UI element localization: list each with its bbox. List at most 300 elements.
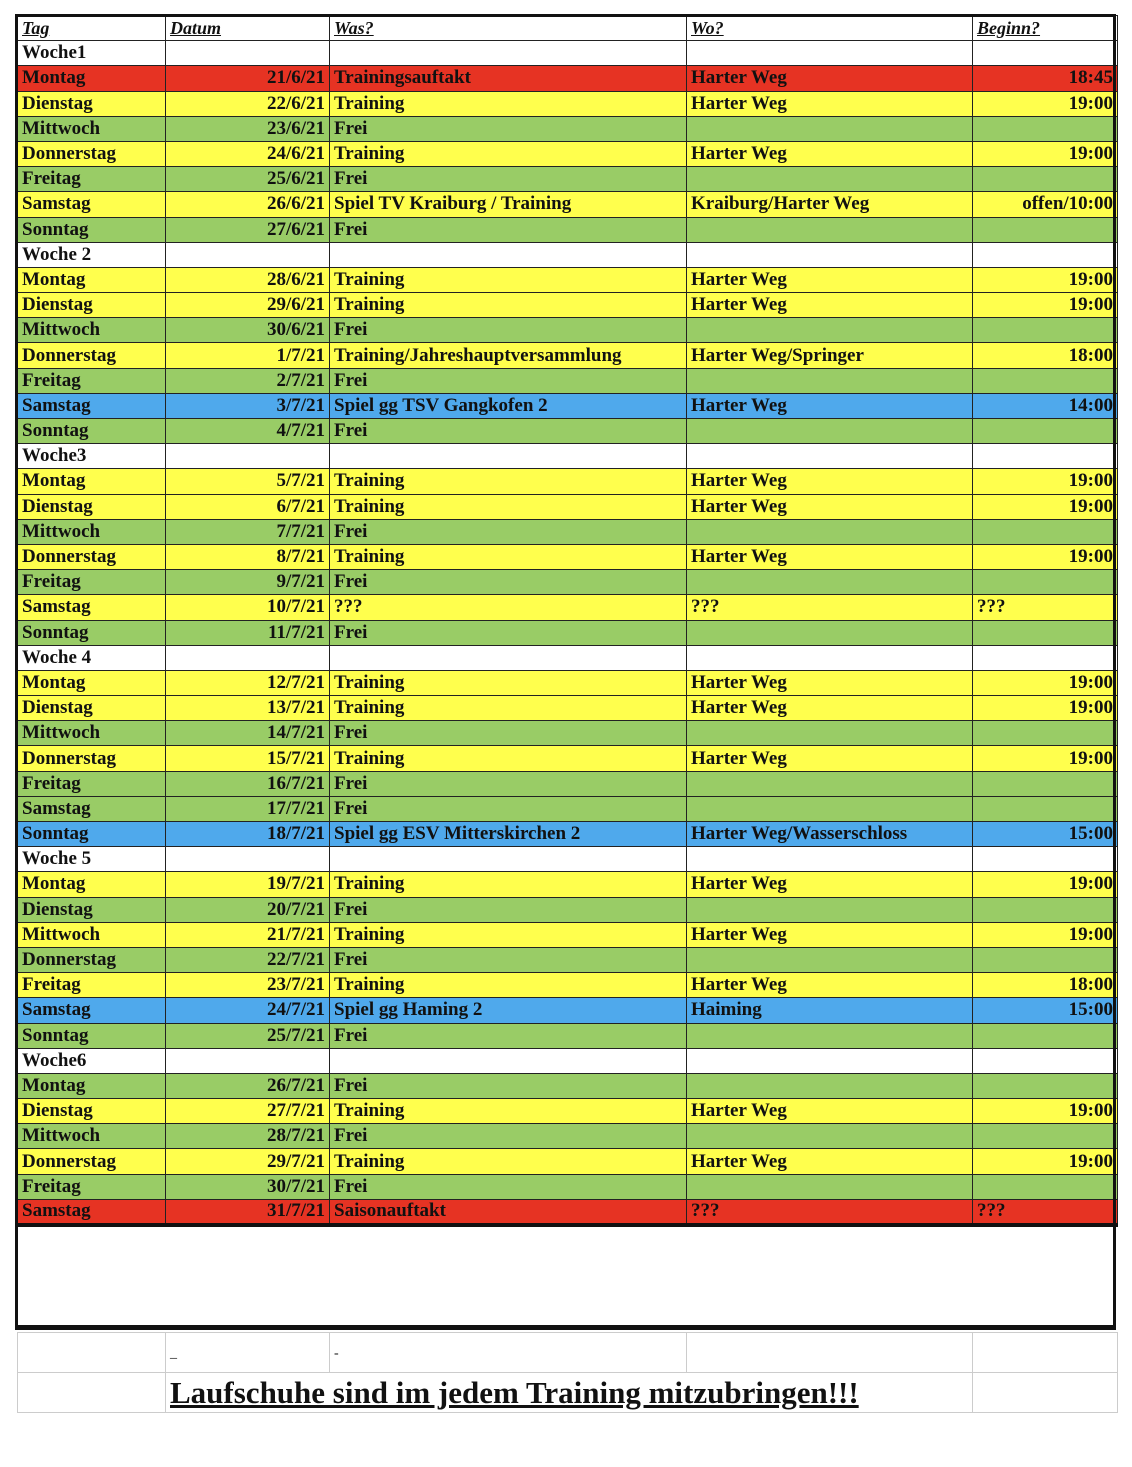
cell-tag: Mittwoch (18, 318, 166, 343)
cell-wo: Harter Weg (687, 746, 973, 771)
cell-beginn (973, 796, 1118, 821)
cell-was (330, 847, 687, 872)
cell-datum: 27/6/21 (166, 217, 330, 242)
day-row (18, 620, 1118, 645)
day-row (18, 419, 1118, 444)
cell-was: Frei (330, 947, 687, 972)
day-row (18, 141, 1118, 166)
cell-tag: Sonntag (18, 822, 166, 847)
week-row (18, 847, 1118, 872)
cell-datum (166, 41, 330, 66)
cell-datum: 22/6/21 (166, 91, 330, 116)
cell-wo (687, 620, 973, 645)
cell-was: Frei (330, 116, 687, 141)
cell-wo: Harter Weg (687, 393, 973, 418)
week-row (18, 645, 1118, 670)
cell-beginn: 19:00 (973, 872, 1118, 897)
cell-beginn (973, 771, 1118, 796)
week-row (18, 242, 1118, 267)
cell-datum: 27/7/21 (166, 1099, 330, 1124)
day-row (18, 872, 1118, 897)
cell-wo (687, 217, 973, 242)
cell-tag: Mittwoch (18, 922, 166, 947)
cell-wo (687, 1174, 973, 1199)
day-row (18, 116, 1118, 141)
footer-cell (687, 1333, 973, 1373)
cell-was: Frei (330, 419, 687, 444)
cell-was: Training/Jahreshauptversammlung (330, 343, 687, 368)
cell-tag: Woche 5 (18, 847, 166, 872)
cell-wo (687, 1124, 973, 1149)
cell-tag: Mittwoch (18, 721, 166, 746)
cell-datum: 13/7/21 (166, 696, 330, 721)
cell-wo (687, 947, 973, 972)
cell-beginn (973, 419, 1118, 444)
cell-was: Frei (330, 1073, 687, 1098)
cell-datum: 24/7/21 (166, 998, 330, 1023)
cell-datum: 24/6/21 (166, 141, 330, 166)
cell-tag: Donnerstag (18, 141, 166, 166)
cell-was: Frei (330, 318, 687, 343)
footer-row-2 (18, 1373, 1118, 1413)
cell-wo: ??? (687, 595, 973, 620)
footer-mark: - (334, 1345, 339, 1361)
day-row (18, 293, 1118, 318)
cell-tag: Dienstag (18, 897, 166, 922)
cell-tag: Montag (18, 1073, 166, 1098)
cell-wo: ??? (687, 1199, 973, 1224)
cell-tag: Donnerstag (18, 1149, 166, 1174)
cell-beginn (973, 318, 1118, 343)
cell-tag: Mittwoch (18, 519, 166, 544)
cell-was: Training (330, 696, 687, 721)
cell-datum: 10/7/21 (166, 595, 330, 620)
cell-wo: Harter Weg (687, 494, 973, 519)
cell-tag: Freitag (18, 973, 166, 998)
cell-wo (687, 771, 973, 796)
cell-wo: Harter Weg (687, 293, 973, 318)
cell-beginn: 19:00 (973, 91, 1118, 116)
cell-datum: 25/6/21 (166, 167, 330, 192)
cell-wo (687, 167, 973, 192)
cell-wo: Haiming (687, 998, 973, 1023)
cell-tag: Donnerstag (18, 947, 166, 972)
header-was: Was? (330, 16, 687, 41)
cell-was: Frei (330, 1124, 687, 1149)
day-row (18, 368, 1118, 393)
cell-beginn (973, 167, 1118, 192)
cell-tag: Woche 4 (18, 645, 166, 670)
cell-datum: 20/7/21 (166, 897, 330, 922)
cell-beginn (973, 116, 1118, 141)
header-beginn: Beginn? (973, 16, 1118, 41)
cell-beginn (973, 1023, 1118, 1048)
cell-beginn: 15:00 (973, 998, 1118, 1023)
cell-was: Trainingsauftakt (330, 66, 687, 91)
footer-row-1 (18, 1333, 1118, 1373)
cell-beginn: 19:00 (973, 469, 1118, 494)
cell-beginn (973, 645, 1118, 670)
day-row (18, 570, 1118, 595)
cell-tag: Freitag (18, 570, 166, 595)
cell-wo: Harter Weg (687, 872, 973, 897)
cell-beginn (973, 620, 1118, 645)
cell-was: Frei (330, 1174, 687, 1199)
cell-was: Frei (330, 519, 687, 544)
cell-was: Training (330, 544, 687, 569)
cell-wo (687, 721, 973, 746)
cell-was: Saisonauftakt (330, 1199, 687, 1224)
cell-datum: 19/7/21 (166, 872, 330, 897)
cell-datum: 18/7/21 (166, 822, 330, 847)
cell-tag: Dienstag (18, 293, 166, 318)
cell-datum: 29/6/21 (166, 293, 330, 318)
cell-was: Frei (330, 897, 687, 922)
cell-beginn (973, 947, 1118, 972)
day-row (18, 1199, 1118, 1224)
cell-was: Training (330, 267, 687, 292)
cell-beginn (973, 570, 1118, 595)
cell-wo (687, 570, 973, 595)
day-row (18, 91, 1118, 116)
cell-wo: Harter Weg (687, 670, 973, 695)
day-row (18, 746, 1118, 771)
cell-tag: Mittwoch (18, 116, 166, 141)
cell-wo (687, 41, 973, 66)
cell-datum: 17/7/21 (166, 796, 330, 821)
training-note: Laufschuhe sind im jedem Training mitzubringen!!! (170, 1374, 859, 1410)
cell-wo (687, 242, 973, 267)
day-row (18, 544, 1118, 569)
cell-beginn: 18:45 (973, 66, 1118, 91)
cell-datum: 4/7/21 (166, 419, 330, 444)
cell-was (330, 645, 687, 670)
footer-cell (166, 1333, 330, 1373)
cell-was (330, 41, 687, 66)
cell-beginn (973, 1174, 1118, 1199)
day-row (18, 217, 1118, 242)
cell-datum: 23/7/21 (166, 973, 330, 998)
cell-beginn: 19:00 (973, 293, 1118, 318)
cell-tag: Sonntag (18, 419, 166, 444)
cell-datum: 22/7/21 (166, 947, 330, 972)
cell-wo (687, 519, 973, 544)
cell-datum: 26/6/21 (166, 192, 330, 217)
cell-wo: Harter Weg (687, 91, 973, 116)
cell-tag: Freitag (18, 167, 166, 192)
cell-wo: Kraiburg/Harter Weg (687, 192, 973, 217)
cell-was: Frei (330, 368, 687, 393)
cell-tag: Samstag (18, 998, 166, 1023)
cell-datum: 11/7/21 (166, 620, 330, 645)
week-row (18, 444, 1118, 469)
cell-beginn (973, 217, 1118, 242)
day-row (18, 494, 1118, 519)
cell-beginn: 19:00 (973, 922, 1118, 947)
day-row (18, 1073, 1118, 1098)
day-row (18, 1149, 1118, 1174)
day-row (18, 947, 1118, 972)
cell-beginn (973, 519, 1118, 544)
cell-tag: Donnerstag (18, 746, 166, 771)
day-row (18, 771, 1118, 796)
cell-tag: Woche6 (18, 1048, 166, 1073)
day-row (18, 796, 1118, 821)
cell-tag: Dienstag (18, 696, 166, 721)
cell-tag: Montag (18, 267, 166, 292)
cell-wo: Harter Weg (687, 544, 973, 569)
cell-wo: Harter Weg (687, 469, 973, 494)
cell-was: Spiel gg ESV Mitterskirchen 2 (330, 822, 687, 847)
day-row (18, 167, 1118, 192)
day-row (18, 1099, 1118, 1124)
cell-wo: Harter Weg/Springer (687, 343, 973, 368)
cell-tag: Sonntag (18, 620, 166, 645)
cell-datum (166, 645, 330, 670)
day-row (18, 922, 1118, 947)
day-row (18, 696, 1118, 721)
cell-was: Frei (330, 620, 687, 645)
cell-tag: Donnerstag (18, 343, 166, 368)
schedule-body (18, 16, 1118, 1225)
cell-wo (687, 645, 973, 670)
day-row (18, 1023, 1118, 1048)
cell-beginn: 19:00 (973, 1149, 1118, 1174)
cell-was: Spiel gg TSV Gangkofen 2 (330, 393, 687, 418)
cell-beginn: 14:00 (973, 393, 1118, 418)
header-wo: Wo? (687, 16, 973, 41)
cell-datum: 9/7/21 (166, 570, 330, 595)
cell-beginn: 19:00 (973, 141, 1118, 166)
cell-was: Spiel TV Kraiburg / Training (330, 192, 687, 217)
cell-datum: 29/7/21 (166, 1149, 330, 1174)
cell-beginn (973, 1073, 1118, 1098)
cell-datum: 12/7/21 (166, 670, 330, 695)
cell-beginn (973, 1048, 1118, 1073)
cell-tag: Freitag (18, 771, 166, 796)
cell-was: Frei (330, 721, 687, 746)
cell-beginn (973, 368, 1118, 393)
cell-was: Frei (330, 1023, 687, 1048)
cell-was: Frei (330, 570, 687, 595)
day-row (18, 822, 1118, 847)
cell-datum: 1/7/21 (166, 343, 330, 368)
footer-cell (973, 1373, 1118, 1413)
cell-beginn: 19:00 (973, 1099, 1118, 1124)
footer-table (17, 1332, 1118, 1413)
cell-tag: Samstag (18, 393, 166, 418)
cell-tag: Sonntag (18, 217, 166, 242)
cell-tag: Montag (18, 670, 166, 695)
day-row (18, 343, 1118, 368)
cell-was: Training (330, 1099, 687, 1124)
cell-datum: 26/7/21 (166, 1073, 330, 1098)
cell-wo (687, 419, 973, 444)
footer-mark: _ (170, 1345, 177, 1361)
footer-cell (330, 1333, 687, 1373)
header-row (18, 16, 1118, 41)
cell-tag: Woche3 (18, 444, 166, 469)
cell-was: Frei (330, 217, 687, 242)
cell-was: Frei (330, 771, 687, 796)
cell-was (330, 242, 687, 267)
cell-beginn: 19:00 (973, 696, 1118, 721)
cell-tag: Donnerstag (18, 544, 166, 569)
cell-datum (166, 1048, 330, 1073)
day-row (18, 670, 1118, 695)
cell-beginn: 19:00 (973, 746, 1118, 771)
day-row (18, 1124, 1118, 1149)
cell-tag: Freitag (18, 1174, 166, 1199)
cell-was: Frei (330, 167, 687, 192)
cell-wo: Harter Weg (687, 141, 973, 166)
day-row (18, 897, 1118, 922)
cell-was: Training (330, 973, 687, 998)
schedule-table (17, 15, 1118, 1227)
cell-tag: Samstag (18, 796, 166, 821)
cell-datum: 30/6/21 (166, 318, 330, 343)
cell-wo (687, 444, 973, 469)
cell-wo (687, 847, 973, 872)
day-row (18, 595, 1118, 620)
cell-wo (687, 1073, 973, 1098)
cell-beginn: offen/10:00 (973, 192, 1118, 217)
cell-tag: Samstag (18, 595, 166, 620)
cell-wo: Harter Weg (687, 267, 973, 292)
day-row (18, 66, 1118, 91)
cell-beginn: 19:00 (973, 544, 1118, 569)
footer-cell (973, 1333, 1118, 1373)
cell-beginn (973, 847, 1118, 872)
cell-datum: 25/7/21 (166, 1023, 330, 1048)
cell-beginn: ??? (973, 1199, 1118, 1224)
cell-beginn: 18:00 (973, 973, 1118, 998)
day-row (18, 192, 1118, 217)
cell-datum (166, 242, 330, 267)
cell-was: ??? (330, 595, 687, 620)
cell-beginn (973, 721, 1118, 746)
cell-tag: Woche 2 (18, 242, 166, 267)
cell-wo: Harter Weg (687, 922, 973, 947)
week-row (18, 1048, 1118, 1073)
cell-datum: 16/7/21 (166, 771, 330, 796)
cell-tag: Mittwoch (18, 1124, 166, 1149)
cell-tag: Dienstag (18, 1099, 166, 1124)
cell-wo (687, 1048, 973, 1073)
cell-beginn: 18:00 (973, 343, 1118, 368)
cell-tag: Montag (18, 66, 166, 91)
footer-note-cell (166, 1373, 973, 1413)
cell-wo: Harter Weg (687, 66, 973, 91)
day-row (18, 267, 1118, 292)
cell-was (330, 1048, 687, 1073)
cell-datum: 21/6/21 (166, 66, 330, 91)
cell-tag: Montag (18, 469, 166, 494)
day-row (18, 721, 1118, 746)
day-row (18, 973, 1118, 998)
day-row (18, 393, 1118, 418)
cell-beginn (973, 242, 1118, 267)
cell-datum (166, 847, 330, 872)
cell-datum: 21/7/21 (166, 922, 330, 947)
cell-wo: Harter Weg (687, 973, 973, 998)
cell-tag: Samstag (18, 1199, 166, 1224)
cell-wo (687, 318, 973, 343)
cell-tag: Sonntag (18, 1023, 166, 1048)
cell-datum: 30/7/21 (166, 1174, 330, 1199)
cell-beginn: 19:00 (973, 670, 1118, 695)
cell-beginn (973, 444, 1118, 469)
cell-was: Frei (330, 796, 687, 821)
cell-was: Training (330, 1149, 687, 1174)
cell-datum: 7/7/21 (166, 519, 330, 544)
cell-datum: 3/7/21 (166, 393, 330, 418)
week-row (18, 41, 1118, 66)
cell-beginn: 19:00 (973, 267, 1118, 292)
cell-was: Training (330, 141, 687, 166)
cell-datum: 5/7/21 (166, 469, 330, 494)
cell-datum: 28/7/21 (166, 1124, 330, 1149)
cell-beginn: 15:00 (973, 822, 1118, 847)
cell-was: Training (330, 469, 687, 494)
cell-beginn (973, 897, 1118, 922)
cell-beginn: 19:00 (973, 494, 1118, 519)
cell-beginn (973, 41, 1118, 66)
day-row (18, 998, 1118, 1023)
cell-datum: 8/7/21 (166, 544, 330, 569)
cell-tag: Freitag (18, 368, 166, 393)
header-datum: Datum (166, 16, 330, 41)
cell-datum: 6/7/21 (166, 494, 330, 519)
cell-was: Training (330, 91, 687, 116)
cell-datum: 23/6/21 (166, 116, 330, 141)
cell-wo (687, 116, 973, 141)
footer-cell (18, 1333, 166, 1373)
cell-was: Training (330, 670, 687, 695)
cell-was: Training (330, 494, 687, 519)
day-row (18, 1174, 1118, 1199)
cell-was: Training (330, 746, 687, 771)
header-tag: Tag (18, 16, 166, 41)
cell-tag: Dienstag (18, 494, 166, 519)
cell-tag: Samstag (18, 192, 166, 217)
cell-was: Training (330, 872, 687, 897)
cell-wo (687, 796, 973, 821)
cell-tag: Woche1 (18, 41, 166, 66)
cell-tag: Montag (18, 872, 166, 897)
cell-was: Training (330, 922, 687, 947)
cell-datum: 31/7/21 (166, 1199, 330, 1224)
cell-beginn (973, 1124, 1118, 1149)
cell-datum: 2/7/21 (166, 368, 330, 393)
cell-wo: Harter Weg/Wasserschloss (687, 822, 973, 847)
cell-was: Spiel gg Haming 2 (330, 998, 687, 1023)
cell-wo (687, 1023, 973, 1048)
cell-wo (687, 368, 973, 393)
cell-datum: 28/6/21 (166, 267, 330, 292)
cell-was: Training (330, 293, 687, 318)
footer-cell (18, 1373, 166, 1413)
cell-wo: Harter Weg (687, 696, 973, 721)
cell-beginn: ??? (973, 595, 1118, 620)
cell-datum: 15/7/21 (166, 746, 330, 771)
cell-wo: Harter Weg (687, 1149, 973, 1174)
day-row (18, 469, 1118, 494)
day-row (18, 519, 1118, 544)
cell-wo (687, 897, 973, 922)
cell-wo: Harter Weg (687, 1099, 973, 1124)
cell-was (330, 444, 687, 469)
